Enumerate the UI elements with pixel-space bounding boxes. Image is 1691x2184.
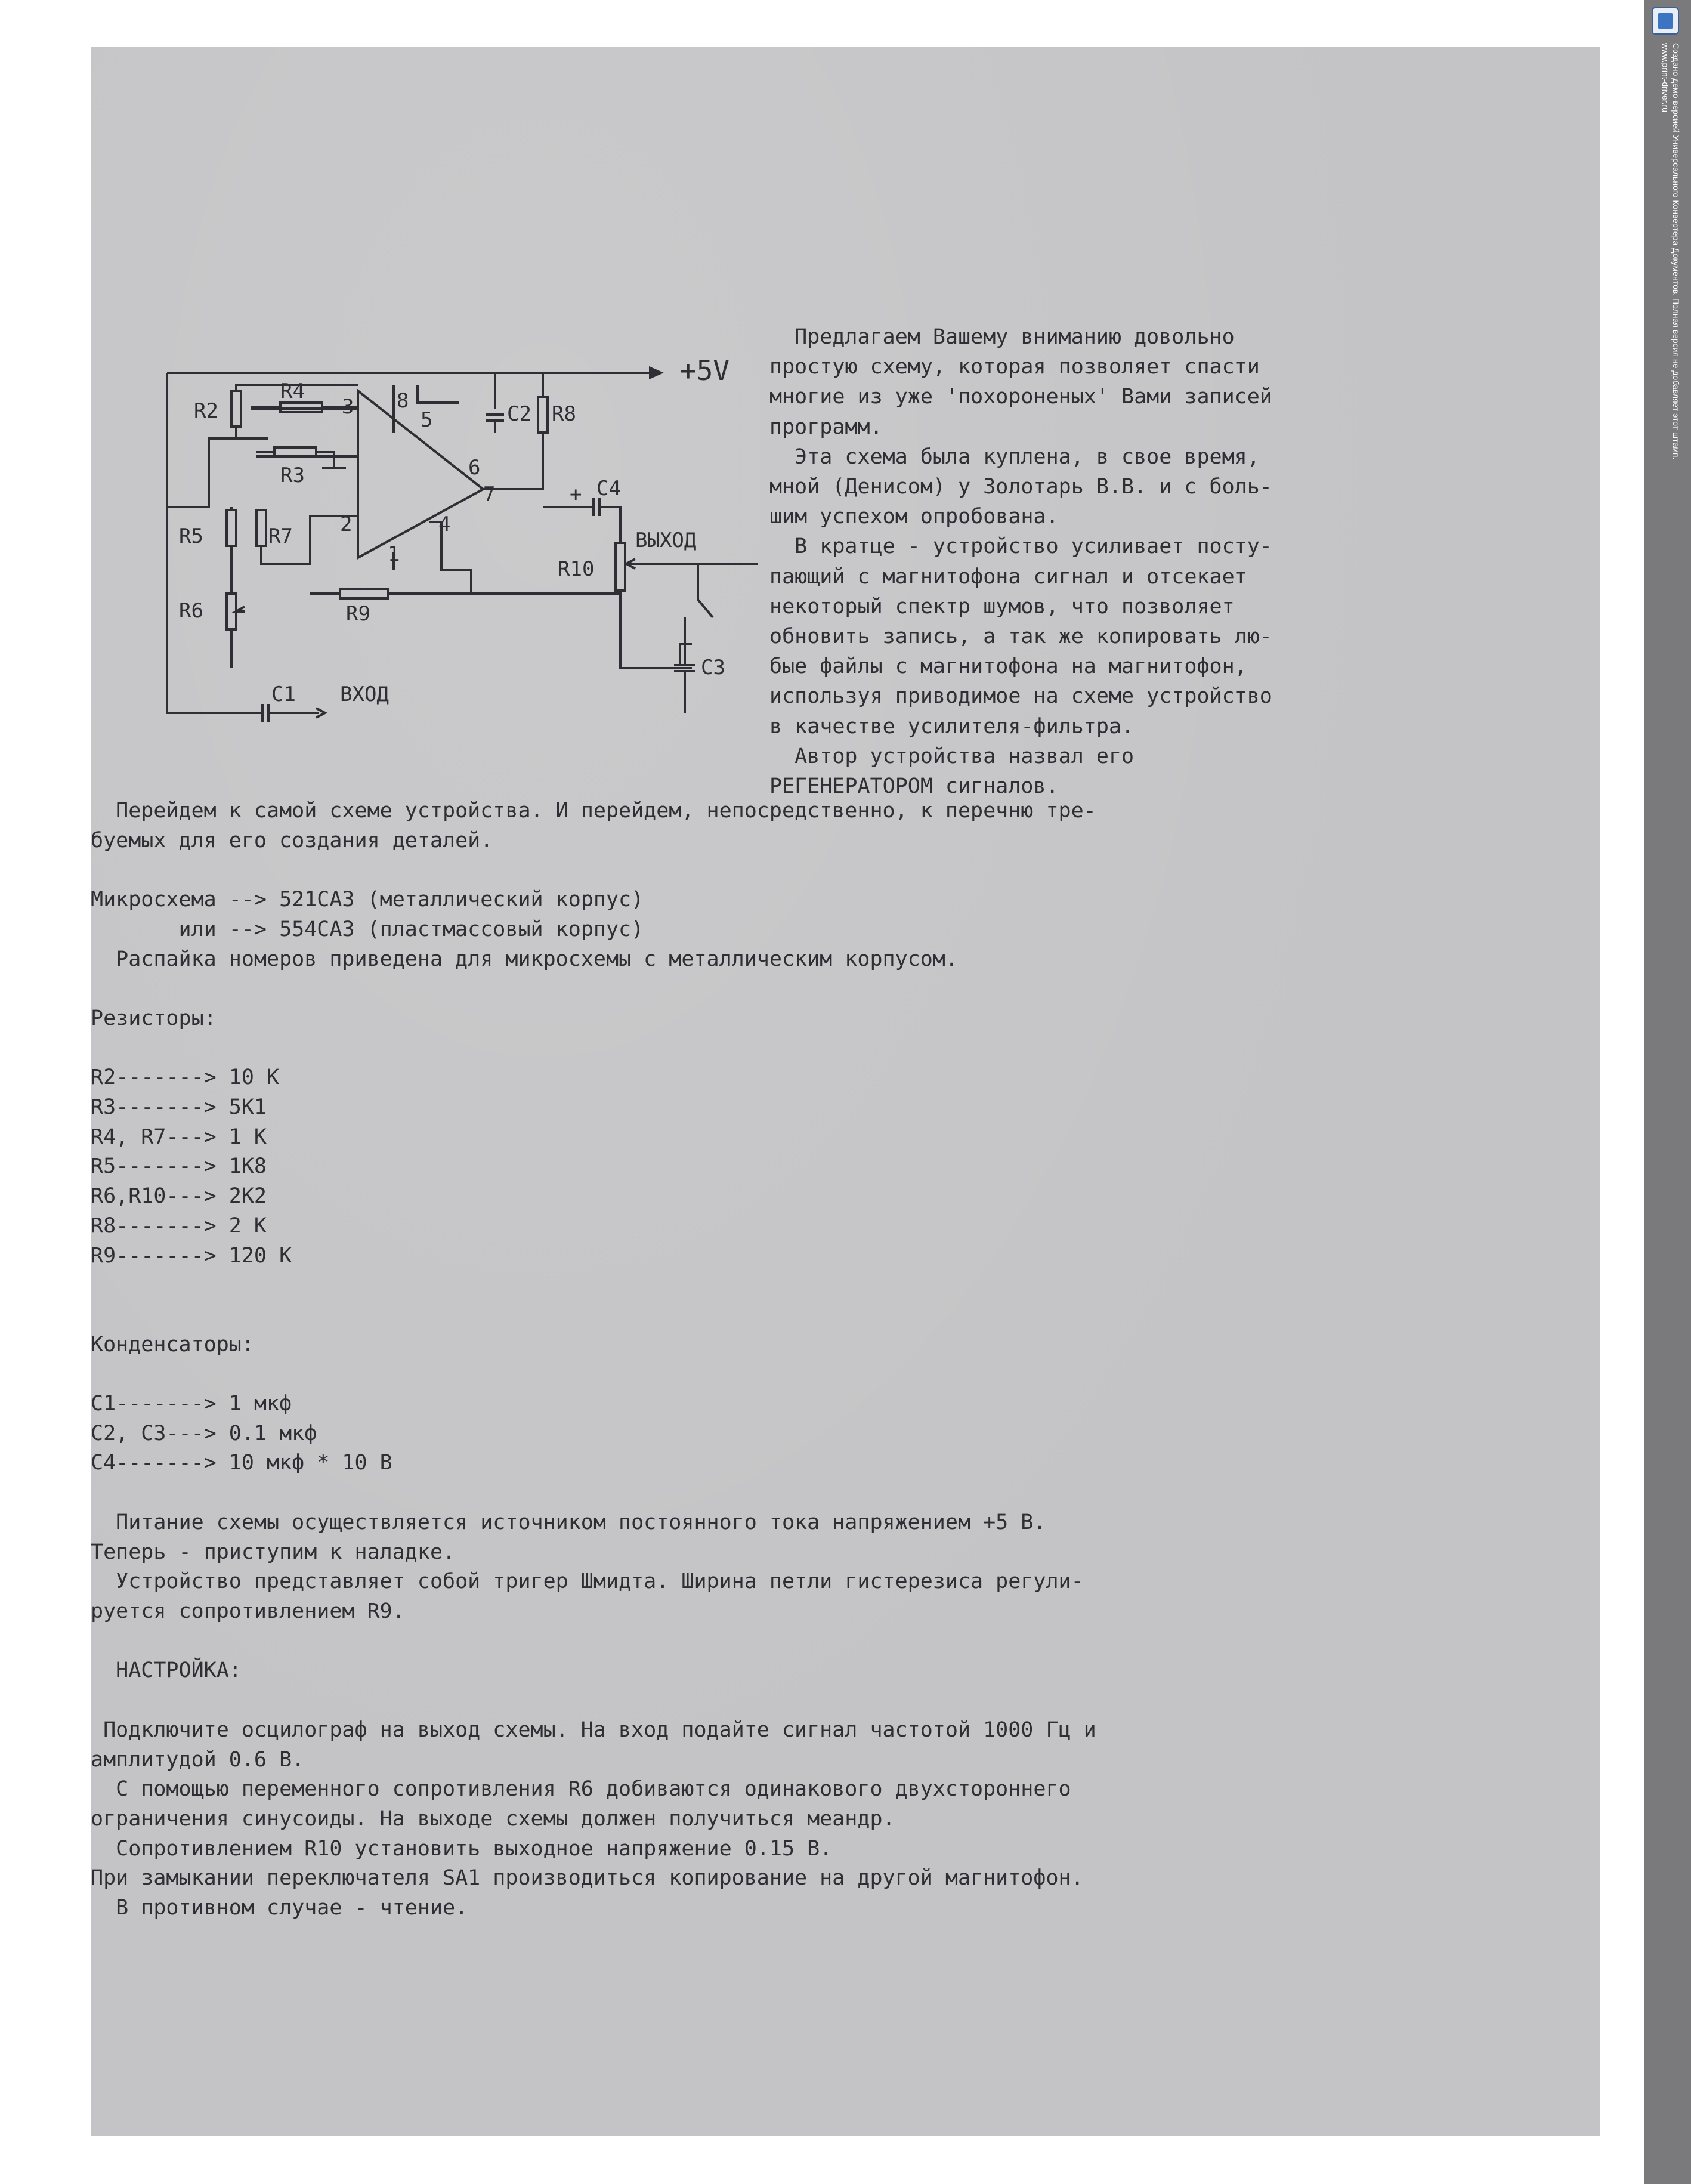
output-label: ВЫХОД [635, 529, 697, 552]
c1-label: C1 [271, 682, 296, 706]
r9-body [340, 589, 388, 598]
pin6-label: 6 [468, 456, 481, 480]
pin3-label: 3 [342, 395, 354, 419]
supply-arrow [650, 368, 661, 378]
r8-leads [483, 373, 543, 489]
r3-label: R3 [280, 464, 305, 487]
r10-body [616, 543, 625, 591]
watermark-line-1: Создано демо-версией Универсального Конвертера Документов. Полная версия не добавляет этот штамп. [1671, 43, 1681, 460]
r6-label: R6 [179, 599, 203, 623]
r2-label: R2 [194, 399, 218, 423]
r2-body [231, 391, 241, 427]
r4-label: R4 [280, 379, 305, 403]
c2-label: C2 [507, 402, 531, 426]
circuit-schematic [161, 331, 758, 749]
r10-leads [620, 564, 758, 668]
input-label: ВХОД [340, 682, 389, 706]
converter-watermark-banner [1644, 0, 1691, 2184]
c3 [674, 617, 695, 713]
r10-label: R10 [558, 557, 595, 581]
r6-leads [231, 607, 245, 668]
c3-label: C3 [701, 656, 725, 679]
pin5-label: 5 [421, 408, 433, 432]
c4-label: C4 [596, 477, 621, 501]
inner-left-wire [167, 438, 268, 507]
r7-body [256, 510, 266, 546]
supply-label: +5V [680, 354, 730, 387]
converter-logo-icon [1652, 7, 1679, 35]
r9-label: R9 [346, 602, 370, 626]
r5-body [227, 510, 236, 546]
c4-plus-label: + [570, 483, 582, 506]
sa1 [698, 564, 713, 617]
c2 [486, 373, 504, 433]
r7-label: R7 [268, 524, 293, 548]
intro-paragraph: Предлагаем Вашему вниманию довольно простую схему, которая позволяет спасти многие из уже 'похороненых' Вами записей программ. Эта схема была куплена, в свое время, мной (Денисом) у Золотарь В.В. и с боль- шим успехом опробована. В кратце - устройство усиливает посту- пающий с магнитофона сигнал и отсекает некоторый спектр шумов, что позволяет обновить запись, а так же копировать лю- бые файлы с магнитофона на магнитофон, используя приводимое на схеме устройство в качестве усилителя-фильтра. Автор устройства назвал его РЕГЕНЕРАТОРОМ сигналов. [769, 325, 1272, 799]
r5-label: R5 [179, 524, 203, 548]
r8-label: R8 [552, 402, 576, 426]
pin2-label: 2 [340, 512, 353, 536]
pin4-label: 4 [438, 512, 451, 536]
watermark-line-2: www.print-driver.ru [1661, 43, 1670, 112]
r8-body [538, 397, 548, 433]
pin8-label: 8 [397, 389, 409, 413]
pin7-label: 7 [483, 483, 496, 506]
watermark-text [1658, 43, 1681, 759]
pin1-label: 1 [388, 542, 400, 566]
article-body: Перейдем к самой схеме устройства. И перейдем, непосредственно, к перечню тре- буемых для его создания деталей. Микросхема --> 521СА3 (металлический корпус) или --> 554СА3 (пластмассовый корпус) Распайка номеров приведена для микросхемы с металлическим корпусом. Резисторы: R2-------> 10 К R3-------> 5К1 R4, R7---> 1 К R5-------> 1К8 R6,R10---> 2К2 R8-------> 2 К R9-------> 120 К Конденсаторы: C1-------> 1 мкф C2, C3---> 0.1 мкф C4-------> 10 мкф * 10 В Питание схемы осуществляется источником постоянного тока напряжением +5 В. Теперь - приступим к наладке. Устройство представляет собой тригер Шмидта. Ширина петли гистерезиса регули- руется сопротивлением R9. НАСТРОЙКА: Подключите осцилограф на выход схемы. На вход подайте сигнал частотой 1000 Гц и амплитудой 0.6 В. С помощью переменного сопротивления R6 добиваются одинакового двухстороннего ограничения синусоиды. На выходе схемы должен получиться меандр. Сопротивлением R10 установить выходное напряжение 0.15 В. При замыкании переключателя SA1 производиться копирование на другой магнитофон. В противном случае - чтение. [91, 799, 1096, 1920]
